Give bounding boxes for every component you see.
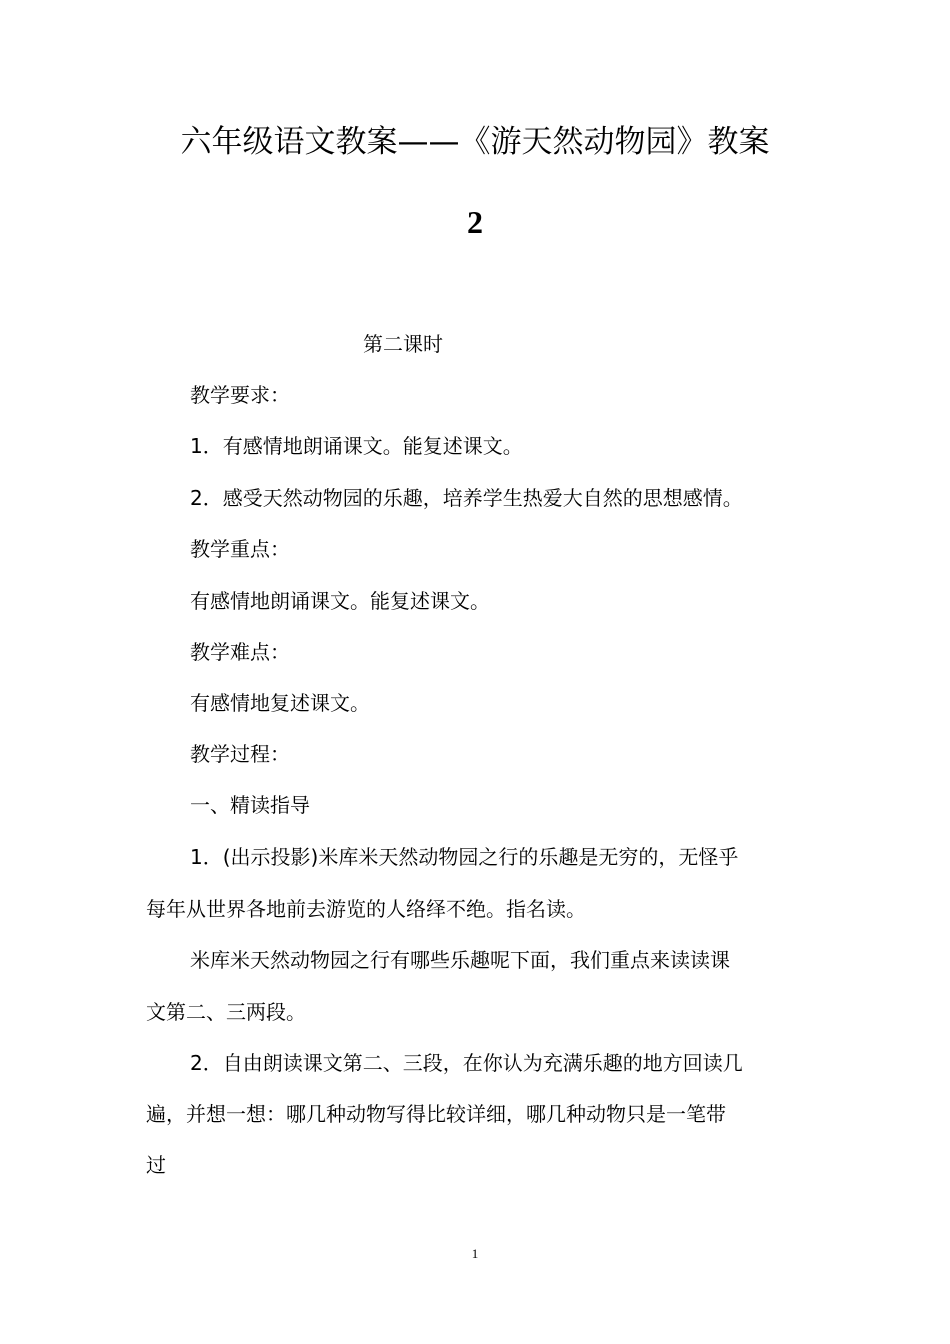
requirement-item-1: 1．有感情地朗诵课文。能复述课文。 (190, 434, 523, 458)
paragraph-3-line-2: 遍，并想一想：哪几种动物写得比较详细，哪几种动物只是一笔带 (146, 1102, 726, 1126)
paragraph-1-line-1: 1．(出示投影)米库米天然动物园之行的乐趣是无穷的，无怪乎 (190, 845, 739, 869)
paragraph-1-line-2: 每年从世界各地前去游览的人络绎不绝。指名读。 (146, 897, 586, 921)
difficulty-text: 有感情地复述课文。 (190, 691, 370, 715)
paragraph-2-line-1: 米库米天然动物园之行有哪些乐趣呢下面，我们重点来读读课 (190, 948, 730, 972)
lesson-heading: 第二课时 (363, 332, 443, 356)
paragraph-3-line-1: 2．自由朗读课文第二、三段，在你认为充满乐趣的地方回读几 (190, 1051, 743, 1075)
process-heading: 教学过程： (190, 742, 290, 766)
document-title: 六年级语文教案——《游天然动物园》教案 (180, 124, 770, 160)
section-heading: 一、精读指导 (190, 793, 310, 817)
requirement-item-2: 2．感受天然动物园的乐趣，培养学生热爱大自然的思想感情。 (190, 486, 743, 510)
page-number: 1 (471, 1246, 479, 1261)
paragraph-2-line-2: 文第二、三两段。 (146, 1000, 306, 1024)
document-title-continued: 2 (467, 204, 483, 240)
difficulty-heading: 教学难点： (190, 640, 290, 664)
requirements-heading: 教学要求： (190, 383, 290, 407)
key-points-text: 有感情地朗诵课文。能复述课文。 (190, 589, 490, 613)
key-points-heading: 教学重点： (190, 537, 290, 561)
paragraph-3-line-3: 过 (146, 1153, 166, 1177)
